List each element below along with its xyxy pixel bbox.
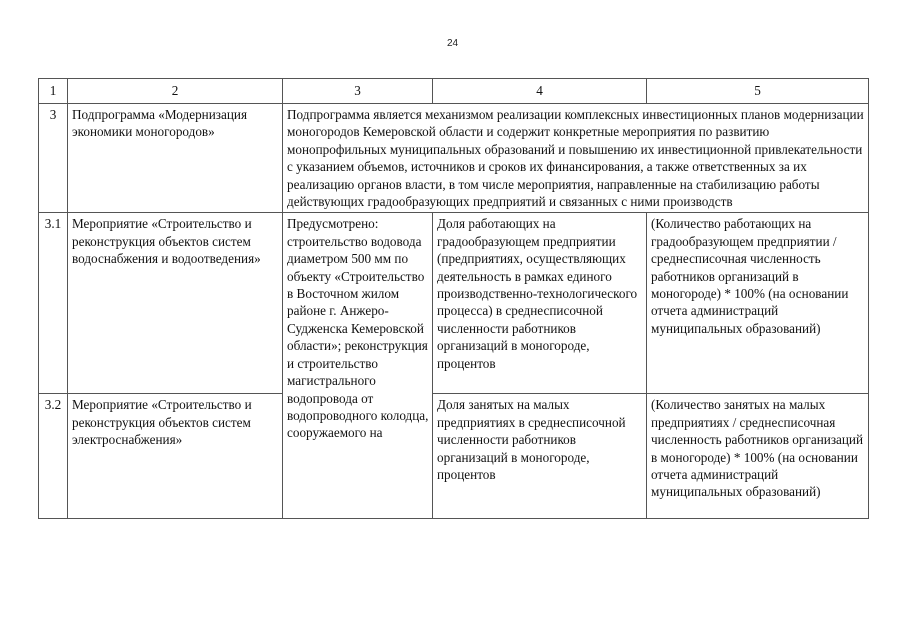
row-number: 3 (39, 104, 68, 213)
row-name: Мероприятие «Строительство и реконструкция объектов систем электроснабжения» (68, 394, 283, 519)
header-cell-3: 3 (283, 79, 433, 104)
merged-activity-description (283, 213, 433, 519)
header-cell-1: 1 (39, 79, 68, 104)
row-number: 3.1 (39, 213, 68, 394)
header-cell-4: 4 (433, 79, 647, 104)
table-row-3-2 (39, 394, 869, 519)
header-cell-2: 2 (68, 79, 283, 104)
merged-activity-text: Предусмотрено: строительство водовода диаметром 500 мм по объекту «Строительство в Восточном жилом районе г. Анжеро-Судженска Кемеровской области»; реконструкция и строительство магистрального водопровода от водопроводного колодца, сооружаемого на (287, 216, 429, 441)
row-name: Мероприятие «Строительство и реконструкция объектов систем водоснабжения и водоотведения» (68, 213, 283, 394)
row-formula: (Количество работающих на градообразующем предприятии / среднесписочная численность работников организаций в моногороде) * 100% (на основании отчета администраций муниципальных образований) (647, 213, 869, 394)
row-name: Подпрограмма «Модернизация экономики моногородов» (68, 104, 283, 213)
row-formula: (Количество занятых на малых предприятиях / среднесписочная численность работников организаций в моногороде) * 100% (на основании отчета администраций муниципальных образований) (647, 394, 869, 519)
page-number: 24 (446, 38, 459, 49)
row-number: 3.2 (39, 394, 68, 519)
row-indicator: Доля занятых на малых предприятиях в среднесписочной численности работников организаций в моногороде, процентов (433, 394, 647, 519)
table-row-3 (39, 104, 869, 213)
row-description: Подпрограмма является механизмом реализации комплексных инвестиционных планов модернизации моногородов Кемеровской области и содержит конкретные мероприятия по развитию монопрофильных муниципальных образований и повышению их инвестиционной привлекательности с указанием объемов, источников и сроков их финансирования, а также ответственных за их реализацию органов власти, в том числе мероприятия, направленные на стабилизацию работы действующих градообразующих предприятий и связанных с ними производств (283, 104, 869, 213)
row-indicator: Доля работающих на градообразующем предприятии (предприятиях, осуществляющих деятельность в рамках единого производственно-технологического процесса) в среднесписочной численности работников организаций в моногороде, процентов (433, 213, 647, 394)
program-table (38, 78, 869, 519)
table-row-3-1 (39, 213, 869, 394)
header-row (39, 79, 869, 104)
header-cell-5: 5 (647, 79, 869, 104)
